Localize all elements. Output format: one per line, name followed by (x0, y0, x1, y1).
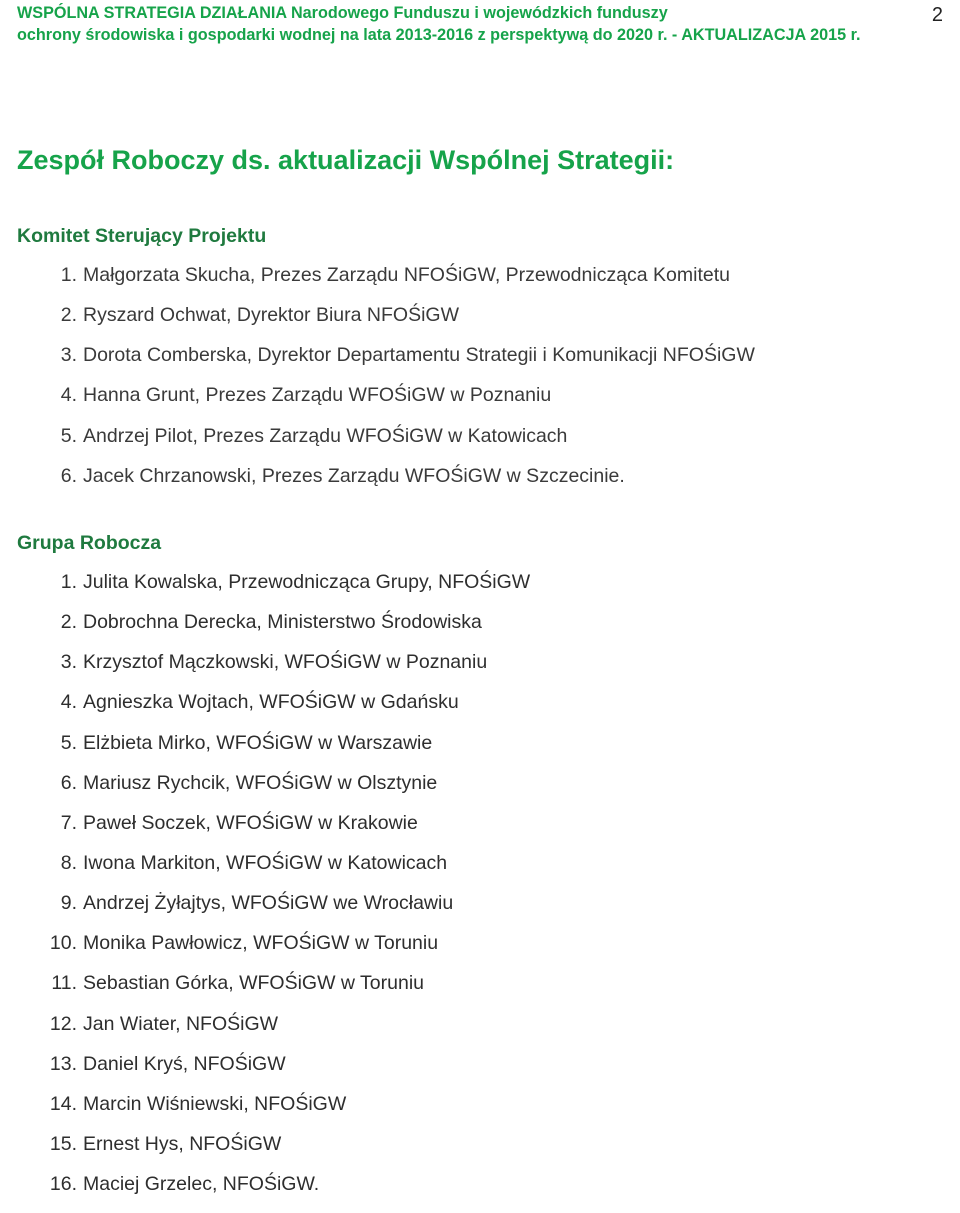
list-item (0, 1053, 530, 1093)
list-item-number: 11. (51, 972, 77, 995)
list-item-number: 5. (60, 424, 77, 447)
list-item (0, 1173, 530, 1213)
list-item (0, 932, 530, 972)
list-item (0, 812, 530, 852)
list-item (0, 425, 755, 465)
list-item-number: 12. (49, 1012, 77, 1035)
header-title-line-2: ochrony środowiska i gospodarki wodnej na lata 2013-2016 z perspektywą do 2020 r. - AKTUALIZACJA 2015 r. (17, 26, 861, 44)
list-item (0, 852, 530, 892)
list-item-number: 7. (60, 811, 77, 834)
header-title-line-1: WSPÓLNA STRATEGIA DZIAŁANIA Narodowego Funduszu i wojewódzkich funduszy (17, 4, 668, 22)
page-number: 2 (931, 4, 943, 26)
list-item-number: 2. (60, 304, 77, 327)
list-item-text: Małgorzata Skucha, Prezes Zarządu NFOŚiGW, Przewodnicząca Komitetu (83, 264, 731, 286)
list-item-text: Jacek Chrzanowski, Prezes Zarządu WFOŚiGW w Szczecinie. (83, 464, 625, 487)
list-item (0, 1093, 530, 1133)
steering-committee-list (0, 264, 755, 505)
list-item (0, 732, 530, 772)
list-item (0, 691, 530, 731)
list-item (0, 892, 530, 932)
page-header (17, 2, 947, 46)
steering-committee-heading: Komitet Sterujący Projektu (17, 225, 267, 247)
list-item (0, 344, 755, 384)
list-item-text: Dobrochna Derecka, Ministerstwo Środowiska (83, 611, 482, 634)
list-item-text: Andrzej Żyłajtys, WFOŚiGW we Wrocławiu (83, 892, 454, 915)
working-group-heading: Grupa Robocza (17, 532, 162, 554)
list-item (0, 465, 755, 505)
list-item-number: 4. (60, 384, 77, 407)
list-item-text: Jan Wiater, NFOŚiGW (83, 1012, 279, 1035)
list-item-text: Ryszard Ochwat, Dyrektor Biura NFOŚiGW (83, 304, 459, 327)
list-item (0, 772, 530, 812)
list-item-text: Monika Pawłowicz, WFOŚiGW w Toruniu (83, 932, 439, 955)
list-item (0, 304, 755, 344)
list-item (0, 384, 755, 424)
list-item-number: 1. (60, 571, 77, 593)
list-item-number: 5. (60, 731, 77, 754)
list-item-text: Dorota Comberska, Dyrektor Departamentu Strategii i Komunikacji NFOŚiGW (83, 344, 755, 367)
list-item-text: Sebastian Górka, WFOŚiGW w Toruniu (83, 972, 425, 995)
list-item (0, 651, 530, 691)
list-item-text: Mariusz Rychcik, WFOŚiGW w Olsztynie (83, 771, 438, 794)
list-item-text: Marcin Wiśniewski, NFOŚiGW (83, 1092, 347, 1115)
list-item-number: 1. (60, 264, 77, 286)
list-item (0, 972, 530, 1012)
list-item-text: Julita Kowalska, Przewodnicząca Grupy, NFOŚiGW (83, 571, 531, 593)
list-item-text: Iwona Markiton, WFOŚiGW w Katowicach (83, 851, 448, 874)
list-item-number: 3. (60, 344, 77, 367)
list-item (0, 611, 530, 651)
list-item-number: 2. (60, 611, 77, 634)
list-item-number: 9. (60, 892, 77, 915)
list-item-number: 14. (49, 1092, 77, 1115)
list-item-number: 8. (60, 851, 77, 874)
list-item-text: Ernest Hys, NFOŚiGW (83, 1132, 282, 1155)
list-item (0, 264, 755, 304)
list-item-number: 16. (49, 1173, 77, 1196)
list-item-number: 6. (60, 464, 77, 487)
list-item-text: Krzysztof Mączkowski, WFOŚiGW w Poznaniu (83, 651, 488, 674)
list-item-number: 4. (60, 691, 77, 714)
list-item-text: Daniel Kryś, NFOŚiGW (83, 1052, 286, 1075)
list-item (0, 571, 530, 611)
list-item-number: 3. (60, 651, 77, 674)
working-group-list (0, 571, 530, 1213)
list-item (0, 1133, 530, 1173)
list-item-text: Elżbieta Mirko, WFOŚiGW w Warszawie (83, 731, 433, 754)
list-item-text: Paweł Soczek, WFOŚiGW w Krakowie (83, 811, 418, 834)
list-item-number: 6. (60, 771, 77, 794)
list-item-text: Agnieszka Wojtach, WFOŚiGW w Gdańsku (83, 691, 459, 714)
list-item-text: Andrzej Pilot, Prezes Zarządu WFOŚiGW w Katowicach (83, 424, 568, 447)
list-item (0, 1013, 530, 1053)
list-item-number: 13. (49, 1052, 77, 1075)
list-item-text: Hanna Grunt, Prezes Zarządu WFOŚiGW w Poznaniu (83, 384, 552, 407)
list-item-text: Maciej Grzelec, NFOŚiGW. (83, 1173, 320, 1196)
list-item-number: 10. (49, 932, 77, 955)
list-item-number: 15. (49, 1132, 77, 1155)
section-title: Zespół Roboczy ds. aktualizacji Wspólnej Strategii: (17, 145, 675, 175)
